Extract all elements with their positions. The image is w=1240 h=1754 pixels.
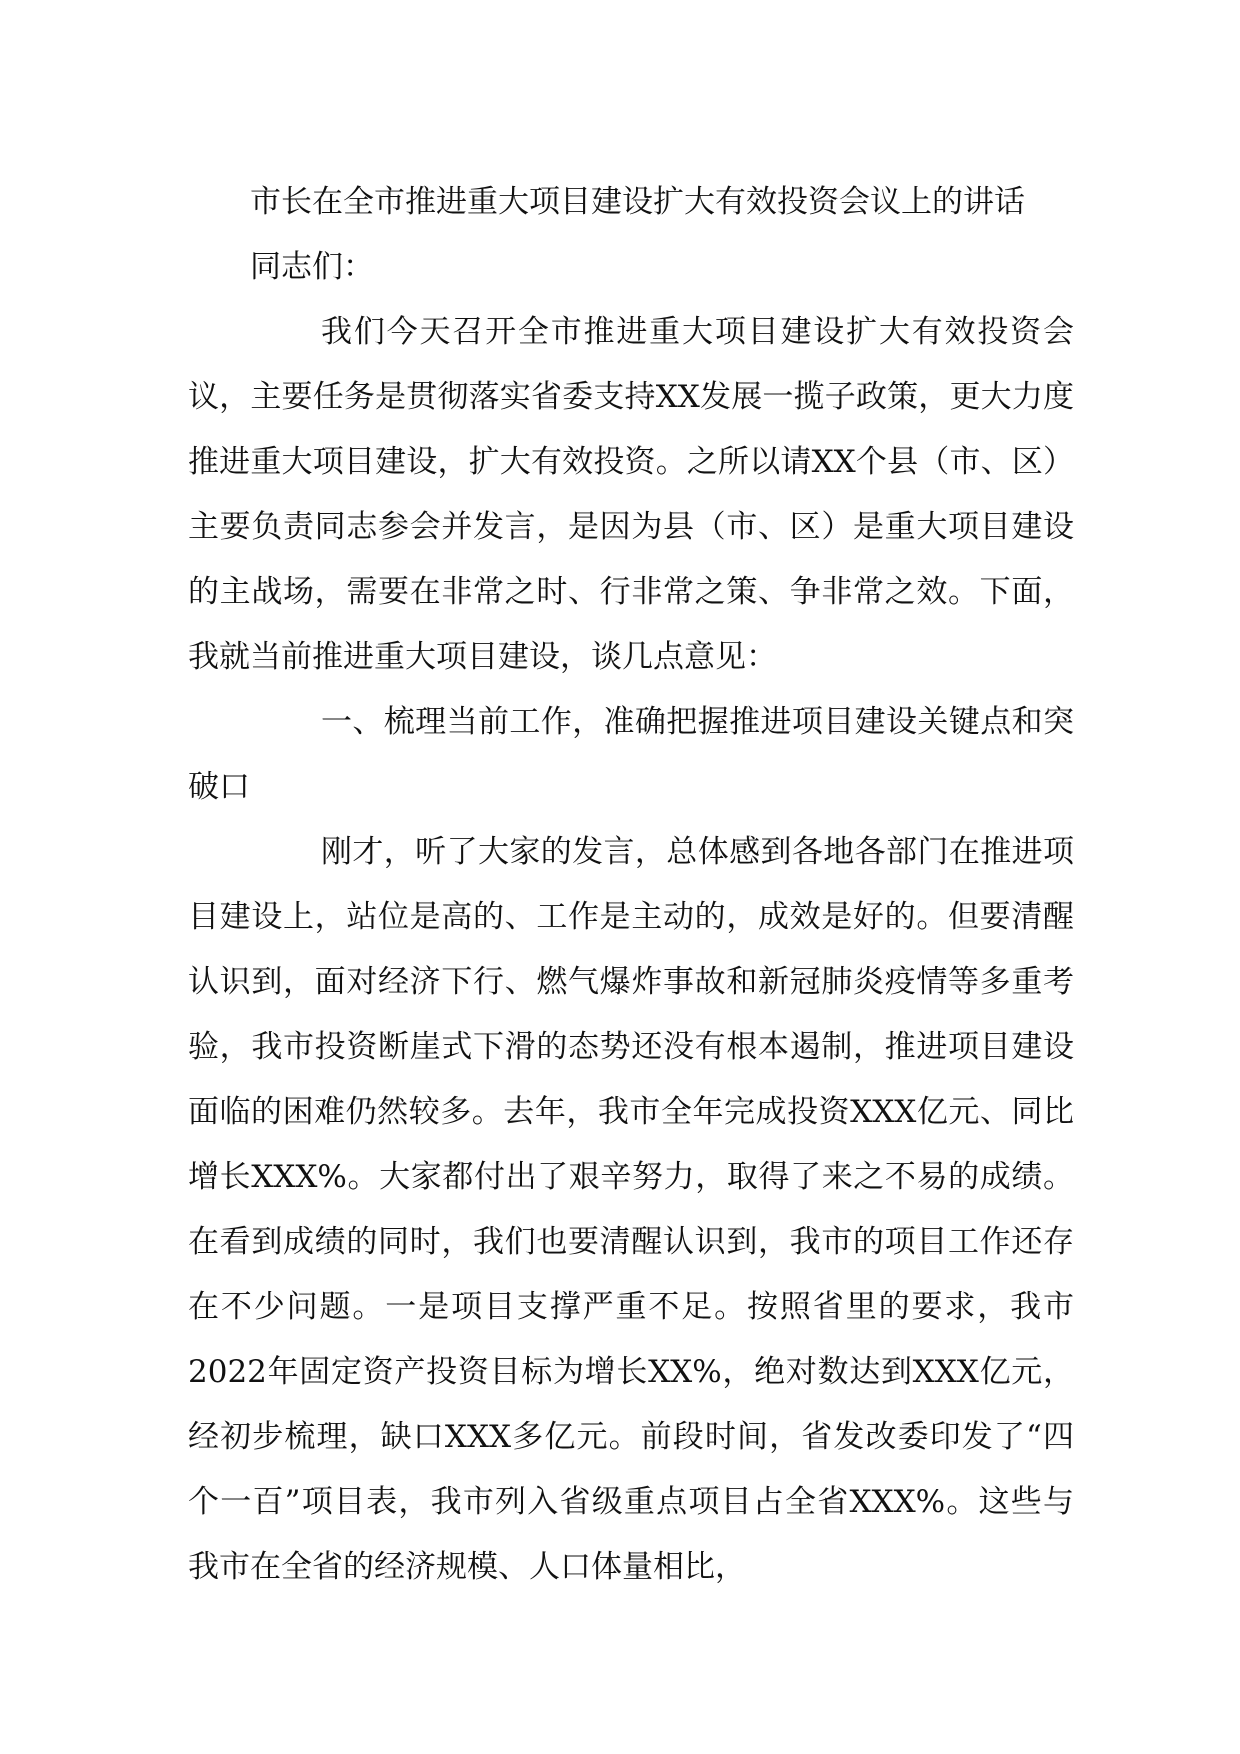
section-heading-1: 一、梳理当前工作，准确把握推进项目建设关键点和突破口 bbox=[188, 704, 1074, 805]
paragraph-body: 刚才，听了大家的发言，总体感到各地各部门在推进项目建设上，站位是高的、工作是主动的，成效是好的。但要清醒认识到，面对经济下行、燃气爆炸事故和新冠肺炎疫情等多重考验，我市投资断崖式下滑的态势还没有根本遏制，推进项目建设面临的困难仍然较多。去年，我市全年完成投资XXX亿元、同比增长XXX%。大家都付出了艰辛努力，取得了来之不易的成绩。在看到成绩的同时，我们也要清醒认识到，我市的项目工作还存在不少问题。一是项目支撑严重不足。按照省里的要求，我市2022年固定资产投资目标为增长XX%，绝对数达到XXX亿元，经初步梳理，缺口XXX多亿元。前段时间，省发改委印发了“四个一百”项目表，我市列入省级重点项目占全省XXX%。这些与我市在全省的经济规模、人口体量相比， bbox=[188, 834, 1074, 1585]
document-body bbox=[188, 170, 1074, 1600]
paragraph-intro: 我们今天召开全市推进重大项目建设扩大有效投资会议，主要任务是贯彻落实省委支持XX发展一揽子政策，更大力度推进重大项目建设，扩大有效投资。之所以请XX个县（市、区）主要负责同志参会并发言，是因为县（市、区）是重大项目建设的主战场，需要在非常之时、行非常之策、争非常之效。下面，我就当前推进重大项目建设，谈几点意见： bbox=[188, 314, 1074, 675]
salutation: 同志们： bbox=[250, 249, 374, 285]
speech-title: 市长在全市推进重大项目建设扩大有效投资会议上的讲话 bbox=[250, 184, 1025, 220]
